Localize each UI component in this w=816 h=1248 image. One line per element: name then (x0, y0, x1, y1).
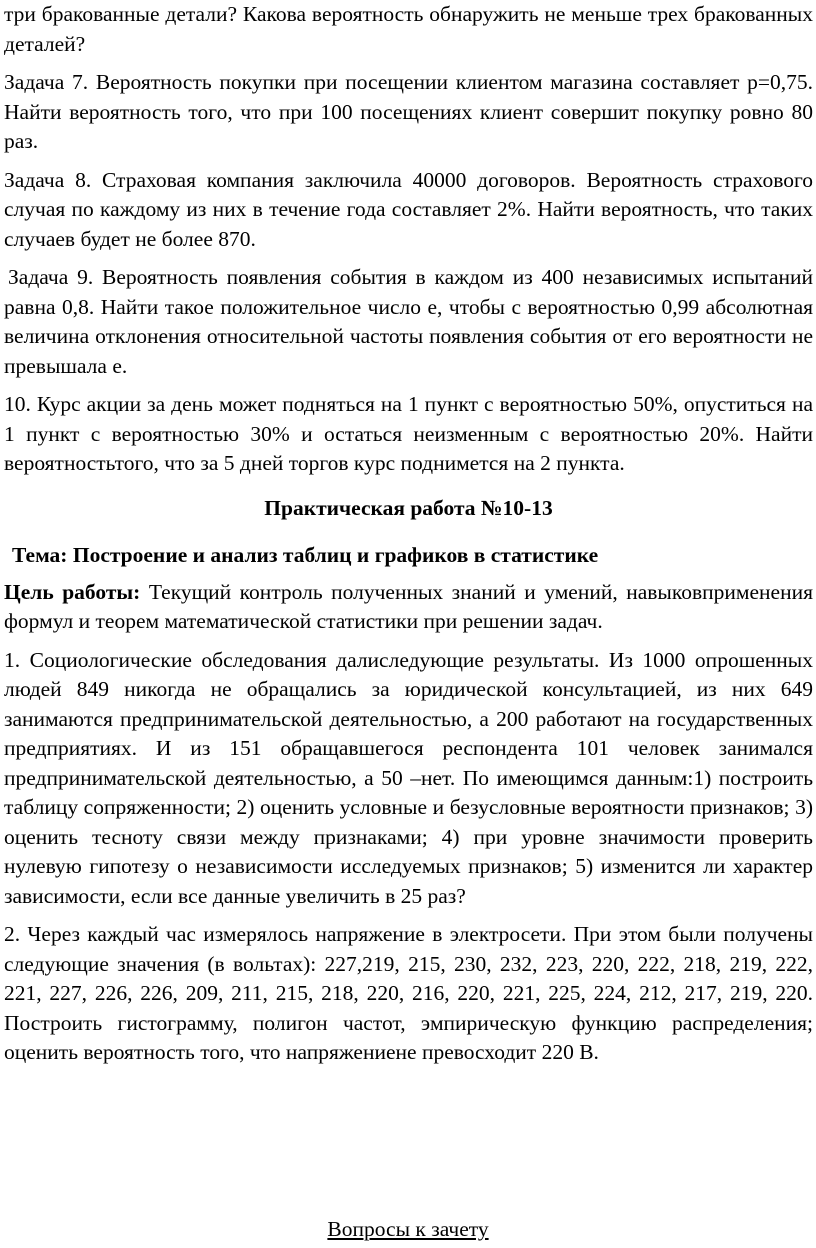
task-10: 10. Курс акции за день может подняться на 1 пункт с вероятностью 50%, опуститься на 1 пункт с вероятностью 30% и остаться неизменным с вероятностью 20%. Найти вероятностьтого, что за 5 дней торгов курс поднимется на 2 пункта. (4, 392, 813, 475)
task-8: Задача 8. Страховая компания заключила 40000 договоров. Вероятность страхового случая по каждому из них в течение года составляет 2%. Найти вероятность, что таких случаев будет не более 870. (4, 167, 813, 251)
goal-text: Текущий контроль полученных знаний и умений, навыковприменения формул и теорем математической статистики при решении задач. (4, 579, 813, 633)
task-7: Задача 7. Вероятность покупки при посещении клиентом магазина составляет p=0,75. Найти вероятность того, что при 100 посещениях клиент совершит покупку ровно 80 раз. (4, 70, 813, 153)
practical-item-2: 2. Через каждый час измерялось напряжение в электросети. При этом были получены следующие значения (в вольтах): 227,219, 215, 230, 232, 223, 220, 222, 218, 219, 222, 221, 227, 226, 226, 209, 211, 215, 218, 220, 216, 220, 221, 225, 224, 212, 217, 219, 220. Построить гистограмму, полигон частот, эмпирическую функцию распределения; оценить вероятность того, что напряжениене превосходит 220 В. (4, 922, 813, 1064)
practical-item-1: 1. Социологические обследования далиследующие результаты. Из 1000 опрошенных людей 849 никогда не обращались за юридической консультацией, из них 649 занимаются предпринимательской деятельностью, а 200 работают на государственных предприятиях. И из 151 обращавшегося респондента 101 человек занимался предпринимательской деятельностью, а 50 –нет. По имеющимся данным:1) построить таблицу сопряженности; 2) оценить условные и безусловные вероятности признаков; 3) оценить тесноту связи между признаками; 4) при уровне значимости проверить нулевую гипотезу о независимости исследуемых признаков; 5) изменится ли характер зависимости, если все данные увеличить в 25 раз? (4, 647, 813, 908)
task-9: Задача 9. Вероятность появления события в каждом из 400 независимых испытаний равна 0,8. Найти такое положительное число е, чтобы с вероятностью 0,99 абсолютная величина отклонения относительной частоты появления события от его вероятности не превышала е. (4, 265, 813, 378)
paragraph-continuation: три бракованные детали? Какова вероятность обнаружить не меньше трех бракованных деталей? (4, 2, 813, 56)
goal-label: Цель работы: (4, 579, 141, 604)
practical-goal (4, 578, 813, 637)
questions-title: Вопросы к зачету (327, 1217, 489, 1241)
practical-theme: Тема: Построение и анализ таблиц и графиков в статистике (12, 543, 599, 567)
practical-title: Практическая работа №10-13 (264, 495, 553, 520)
